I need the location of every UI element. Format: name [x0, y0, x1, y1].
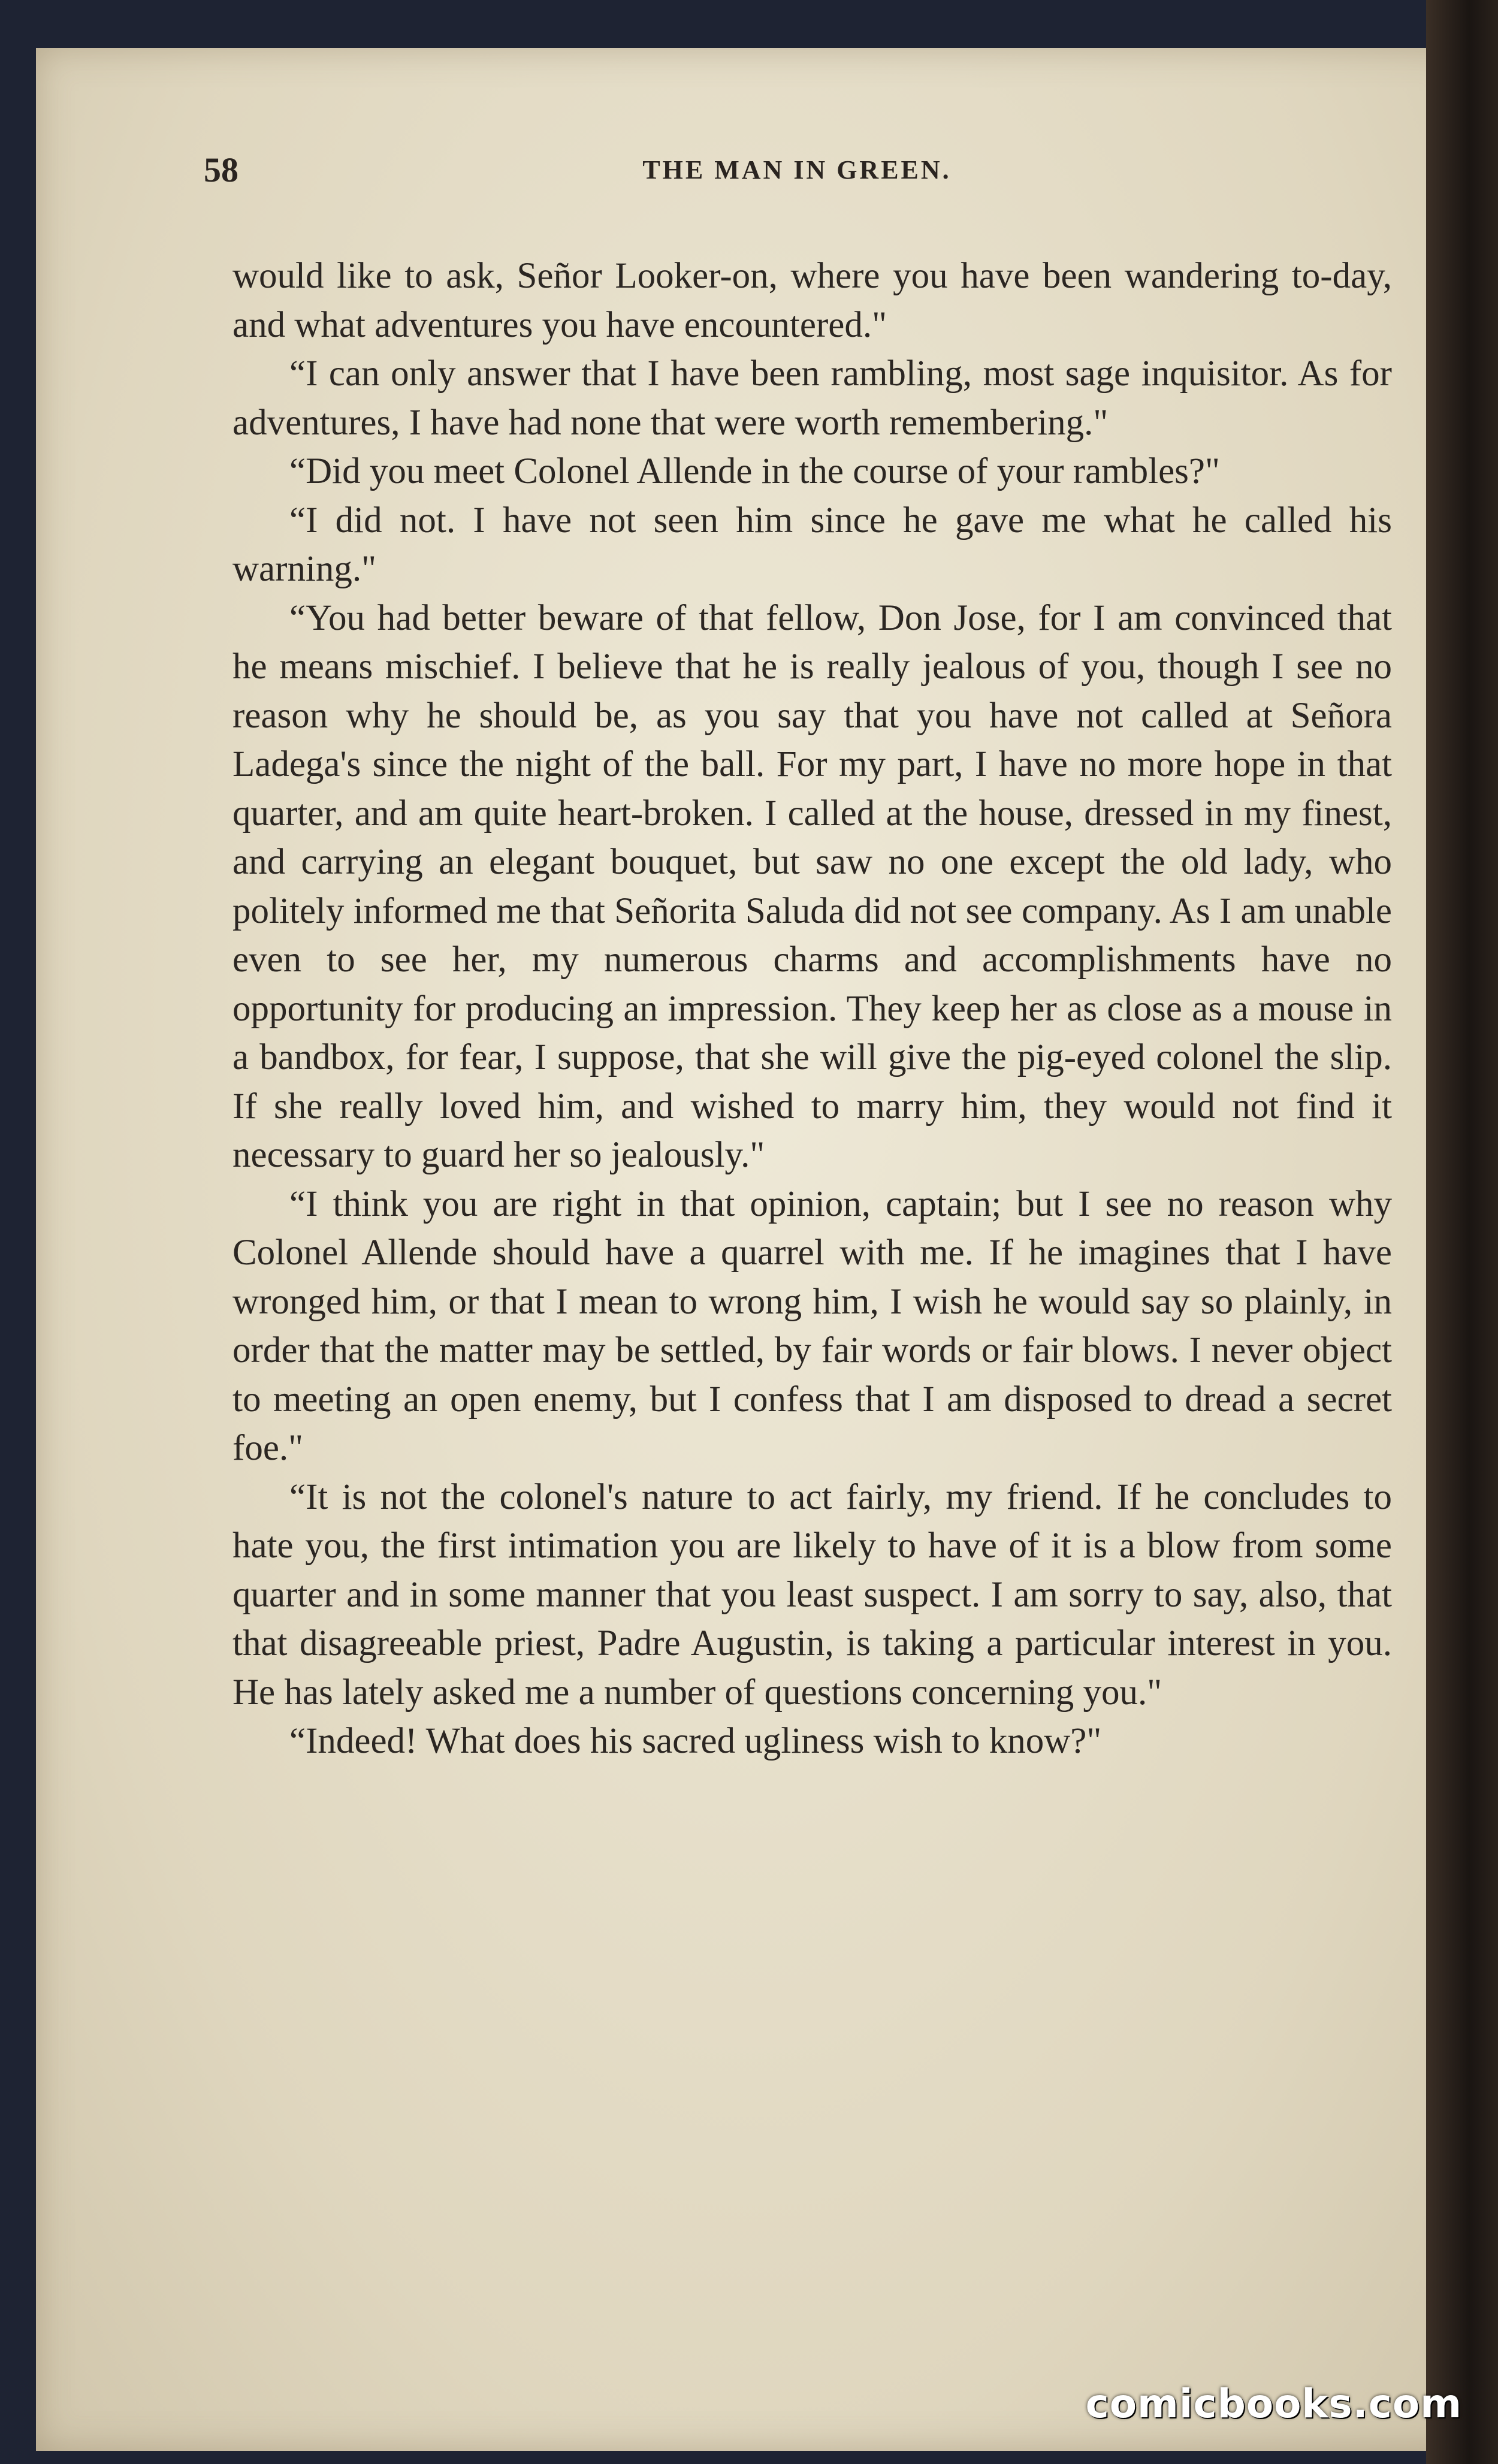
paragraph: “I did not. I have not seen him since he gave me what he called his warning." [232, 500, 1392, 589]
watermark-text: comicbooks.com [1085, 2381, 1462, 2427]
paragraph: “Indeed! What does his sacred ugliness wish to know?" [289, 1721, 1102, 1761]
body-text [232, 252, 1392, 1766]
paragraph: “I think you are right in that opinion, captain; but I see no reason why Colonel Allende should have a quarrel with me. If he imagines that I have wronged him, or that I mean to wrong him, I wish he would say so plainly, in order that the matter may be settled, by fair words or fair blows. I never object to meeting an open enemy, but I confess that I am disposed to dread a secret foe." [232, 1183, 1392, 1468]
paragraph: “I can only answer that I have been rambling, most sage inquisitor. As for adventures, I have had none that were worth remembering." [232, 354, 1392, 443]
page-number: 58 [204, 150, 238, 189]
paragraph: “You had better beware of that fellow, Don Jose, for I am convinced that he means mischief. I believe that he is really jealous of you, though I see no reason why he should be, as you say that you have not called at Señora Ladega's since the night of the ball. For my part, I have no more hope in that quarter, and am quite heart-broken. I called at the house, dressed in my finest, and carrying an elegant bouquet, but saw no one except the old lady, who politely informed me that Señorita Saluda did not see company. As I am unable even to see her, my numerous charms and accomplishments have no opportunity for producing an impression. They keep her as close as a mouse in a bandbox, for fear, I suppose, that she will give the pig-eyed colonel the slip. If she really loved him, and wished to marry him, they would not find it necessary to guard her so jealously." [232, 597, 1392, 1175]
binding-edge [1426, 0, 1498, 2464]
paragraph: “It is not the colonel's nature to act fairly, my friend. If he concludes to hate you, the first intimation you are likely to have of it is a blow from some quarter and in some manner that you least suspect. I am sorry to say, also, that that disagreeable priest, Padre Augustin, is taking a particular interest in you. He has lately asked me a number of questions concerning you." [232, 1476, 1392, 1713]
paragraph: would like to ask, Señor Looker-on, where you have been wandering to-day, and what adventures you have encountered." [232, 256, 1392, 345]
running-title: THE MAN IN GREEN. [642, 155, 952, 185]
page-header [204, 150, 1390, 198]
paragraph: “Did you meet Colonel Allende in the course of your rambles?" [289, 451, 1220, 491]
